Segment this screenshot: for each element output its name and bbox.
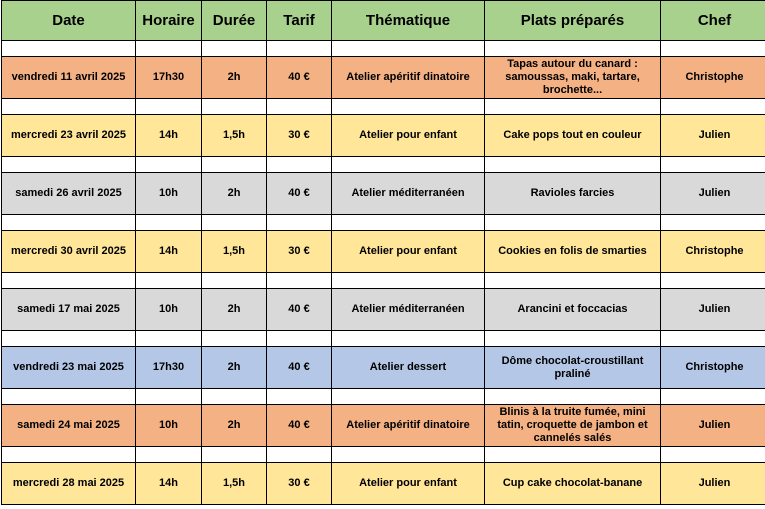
cell-duree: 2h [202, 347, 267, 389]
header-thematique: Thématique [332, 1, 485, 41]
spacer-row [2, 215, 765, 231]
spacer-cell [661, 41, 765, 57]
table-row [2, 347, 765, 389]
cell-plats-text: Cake pops tout en couleur [503, 129, 642, 141]
cell-chef: Christophe [661, 231, 765, 273]
spacer-cell [267, 99, 332, 115]
table-row [2, 115, 765, 157]
spacer-cell [267, 41, 332, 57]
spacer-cell [661, 215, 765, 231]
cell-plats [485, 57, 661, 99]
header-row [2, 1, 765, 41]
spacer-cell [485, 41, 661, 57]
cell-duree: 1,5h [202, 115, 267, 157]
cell-plats-text: Cup cake chocolat-banane [502, 477, 643, 489]
cell-chef: Christophe [661, 57, 765, 99]
spacer-cell [136, 389, 202, 405]
cell-chef: Julien [661, 173, 765, 215]
cell-thematique: Atelier méditerranéen [332, 173, 485, 215]
cell-date: samedi 17 mai 2025 [2, 289, 136, 331]
spacer-cell [202, 215, 267, 231]
spacer-cell [332, 273, 485, 289]
spacer-cell [2, 273, 136, 289]
spacer-cell [661, 99, 765, 115]
table-row [2, 173, 765, 215]
spacer-cell [485, 389, 661, 405]
cell-thematique: Atelier pour enfant [332, 115, 485, 157]
cell-thematique: Atelier méditerranéen [332, 289, 485, 331]
spacer-cell [267, 389, 332, 405]
header-chef: Chef [661, 1, 765, 41]
header-horaire: Horaire [136, 1, 202, 41]
cell-horaire: 17h30 [136, 347, 202, 389]
header-date: Date [2, 1, 136, 41]
spacer-cell [332, 41, 485, 57]
cell-chef: Julien [661, 115, 765, 157]
cell-plats [485, 405, 661, 447]
spacer-cell [136, 273, 202, 289]
table-row [2, 463, 765, 505]
spacer-cell [661, 273, 765, 289]
cell-chef: Christophe [661, 347, 765, 389]
spacer-cell [202, 273, 267, 289]
spacer-cell [202, 99, 267, 115]
cell-horaire: 10h [136, 173, 202, 215]
cell-chef: Julien [661, 289, 765, 331]
cell-tarif: 40 € [267, 347, 332, 389]
spacer-cell [2, 157, 136, 173]
spacer-row [2, 447, 765, 463]
spacer-cell [485, 99, 661, 115]
spacer-cell [267, 157, 332, 173]
cell-tarif: 40 € [267, 289, 332, 331]
cell-duree: 1,5h [202, 231, 267, 273]
cell-thematique: Atelier apéritif dinatoire [332, 57, 485, 99]
table-row [2, 405, 765, 447]
spacer-cell [332, 447, 485, 463]
spacer-cell [267, 273, 332, 289]
header-duree: Durée [202, 1, 267, 41]
cell-date: mercredi 28 mai 2025 [2, 463, 136, 505]
table-row [2, 231, 765, 273]
cell-date: mercredi 30 avril 2025 [2, 231, 136, 273]
spacer-cell [485, 331, 661, 347]
spacer-cell [267, 215, 332, 231]
cell-thematique: Atelier dessert [332, 347, 485, 389]
cell-chef: Julien [661, 463, 765, 505]
cell-duree: 2h [202, 57, 267, 99]
cell-date: samedi 24 mai 2025 [2, 405, 136, 447]
cell-plats [485, 347, 661, 389]
spacer-cell [661, 389, 765, 405]
spacer-row [2, 41, 765, 57]
spacer-cell [136, 215, 202, 231]
cell-date: mercredi 23 avril 2025 [2, 115, 136, 157]
spacer-cell [332, 157, 485, 173]
cell-plats-text: Blinis à la truite fumée, mini tatin, croquette de jambon et cannelés salés [497, 406, 648, 444]
cell-plats [485, 173, 661, 215]
spacer-cell [202, 41, 267, 57]
cell-plats [485, 115, 661, 157]
spacer-cell [202, 389, 267, 405]
table-row [2, 289, 765, 331]
cell-date: vendredi 11 avril 2025 [2, 57, 136, 99]
cell-tarif: 30 € [267, 231, 332, 273]
cell-duree: 2h [202, 405, 267, 447]
cell-chef: Julien [661, 405, 765, 447]
cell-plats-text: Dôme chocolat-croustillant praliné [501, 354, 644, 380]
spacer-row [2, 157, 765, 173]
cell-plats-text: Tapas autour du canard : samoussas, maki, tartare, brochette... [505, 58, 640, 96]
spacer-cell [332, 215, 485, 231]
spacer-cell [2, 447, 136, 463]
spacer-cell [202, 331, 267, 347]
spacer-row [2, 99, 765, 115]
header-tarif: Tarif [267, 1, 332, 41]
cell-date: samedi 26 avril 2025 [2, 173, 136, 215]
spacer-row [2, 273, 765, 289]
spacer-cell [485, 215, 661, 231]
spacer-cell [2, 41, 136, 57]
header-plats: Plats préparés [485, 1, 661, 41]
spacer-cell [485, 273, 661, 289]
spacer-cell [332, 389, 485, 405]
spacer-cell [661, 447, 765, 463]
spacer-cell [136, 41, 202, 57]
spacer-cell [136, 99, 202, 115]
spacer-cell [202, 447, 267, 463]
spacer-cell [661, 331, 765, 347]
cell-horaire: 17h30 [136, 57, 202, 99]
spacer-cell [2, 99, 136, 115]
cell-plats [485, 289, 661, 331]
cell-thematique: Atelier pour enfant [332, 463, 485, 505]
workshop-schedule-table [1, 0, 765, 505]
spacer-cell [2, 389, 136, 405]
cell-plats-text: Ravioles farcies [530, 187, 615, 199]
cell-tarif: 30 € [267, 115, 332, 157]
spacer-cell [485, 447, 661, 463]
cell-horaire: 10h [136, 289, 202, 331]
cell-horaire: 10h [136, 405, 202, 447]
spacer-cell [661, 157, 765, 173]
cell-duree: 2h [202, 289, 267, 331]
spacer-cell [202, 157, 267, 173]
cell-horaire: 14h [136, 463, 202, 505]
table-row [2, 57, 765, 99]
cell-duree: 1,5h [202, 463, 267, 505]
spacer-cell [2, 215, 136, 231]
cell-duree: 2h [202, 173, 267, 215]
cell-horaire: 14h [136, 231, 202, 273]
cell-plats-text: Arancini et foccacias [517, 303, 628, 315]
cell-horaire: 14h [136, 115, 202, 157]
cell-plats-text: Cookies en folis de smarties [498, 245, 647, 257]
spacer-row [2, 331, 765, 347]
spacer-cell [267, 447, 332, 463]
spacer-cell [136, 447, 202, 463]
cell-tarif: 40 € [267, 57, 332, 99]
cell-plats [485, 231, 661, 273]
spacer-cell [136, 331, 202, 347]
cell-tarif: 30 € [267, 463, 332, 505]
cell-thematique: Atelier pour enfant [332, 231, 485, 273]
spacer-cell [267, 331, 332, 347]
cell-date: vendredi 23 mai 2025 [2, 347, 136, 389]
spacer-cell [332, 331, 485, 347]
spacer-cell [136, 157, 202, 173]
spacer-row [2, 389, 765, 405]
cell-plats [485, 463, 661, 505]
spacer-cell [2, 331, 136, 347]
cell-tarif: 40 € [267, 405, 332, 447]
cell-thematique: Atelier apéritif dinatoire [332, 405, 485, 447]
cell-tarif: 40 € [267, 173, 332, 215]
spacer-cell [485, 157, 661, 173]
spacer-cell [332, 99, 485, 115]
